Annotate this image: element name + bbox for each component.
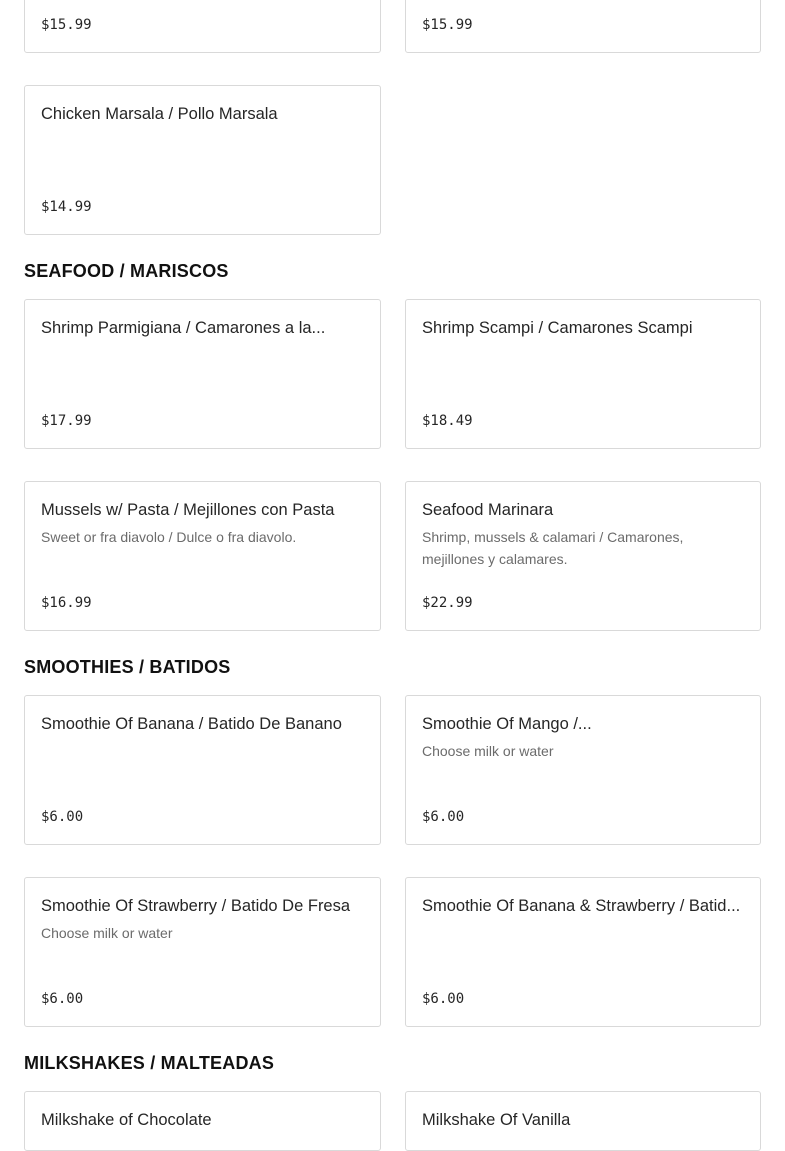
item-name: Smoothie Of Banana / Batido De Banano [41, 715, 342, 733]
menu-item-card-shrimp-parmigiana[interactable] [24, 299, 381, 449]
item-name: Smoothie Of Banana & Strawberry / Batid... [422, 897, 741, 915]
item-description: Shrimp, mussels & calamari / Camarones, mejillones y calamares. [422, 529, 684, 567]
item-price: $6.00 [41, 809, 84, 825]
item-name: Smoothie Of Mango /... [422, 715, 592, 733]
item-name: Milkshake of Chocolate [41, 1111, 212, 1129]
menu-item-card-mussels-pasta[interactable] [24, 481, 381, 631]
item-name: Chicken Marsala / Pollo Marsala [41, 105, 278, 123]
item-name: Shrimp Scampi / Camarones Scampi [422, 319, 693, 337]
item-price: $14.99 [41, 199, 92, 215]
item-description: Choose milk or water [41, 925, 173, 941]
item-name: Shrimp Parmigiana / Camarones a la... [41, 319, 326, 337]
menu-item-card-milkshake-chocolate[interactable] [24, 1091, 381, 1151]
menu-item-card-milkshake-vanilla[interactable] [405, 1091, 761, 1151]
menu-item-card[interactable] [24, 0, 381, 53]
item-price: $18.49 [422, 413, 473, 429]
item-price: $15.99 [422, 17, 473, 33]
menu-item-card-shrimp-scampi[interactable] [405, 299, 761, 449]
item-name: Milkshake Of Vanilla [422, 1111, 571, 1129]
item-description: Choose milk or water [422, 743, 554, 759]
item-price: $6.00 [422, 991, 465, 1007]
item-price: $6.00 [422, 809, 465, 825]
item-name: Mussels w/ Pasta / Mejillones con Pasta [41, 501, 335, 519]
menu-item-card-smoothie-mango[interactable] [405, 695, 761, 845]
section-title-smoothies: SMOOTHIES / BATIDOS [24, 657, 231, 677]
section-title-seafood: SEAFOOD / MARISCOS [24, 261, 229, 281]
item-price: $17.99 [41, 413, 92, 429]
menu-item-card-chicken-marsala[interactable] [24, 85, 381, 235]
item-price: $16.99 [41, 595, 92, 611]
item-price: $6.00 [41, 991, 84, 1007]
menu-item-card-seafood-marinara[interactable] [405, 481, 761, 631]
item-price: $15.99 [41, 17, 92, 33]
menu-item-card[interactable] [405, 0, 761, 53]
item-description: Sweet or fra diavolo / Dulce o fra diavolo. [41, 529, 297, 545]
item-price: $22.99 [422, 595, 473, 611]
menu-item-card-smoothie-strawberry[interactable] [24, 877, 381, 1027]
item-name: Smoothie Of Strawberry / Batido De Fresa [41, 897, 351, 915]
menu-item-card-smoothie-banana[interactable] [24, 695, 381, 845]
section-title-milkshakes: MILKSHAKES / MALTEADAS [24, 1053, 275, 1073]
item-name: Seafood Marinara [422, 501, 554, 519]
menu-item-card-smoothie-banana-strawberry[interactable] [405, 877, 761, 1027]
